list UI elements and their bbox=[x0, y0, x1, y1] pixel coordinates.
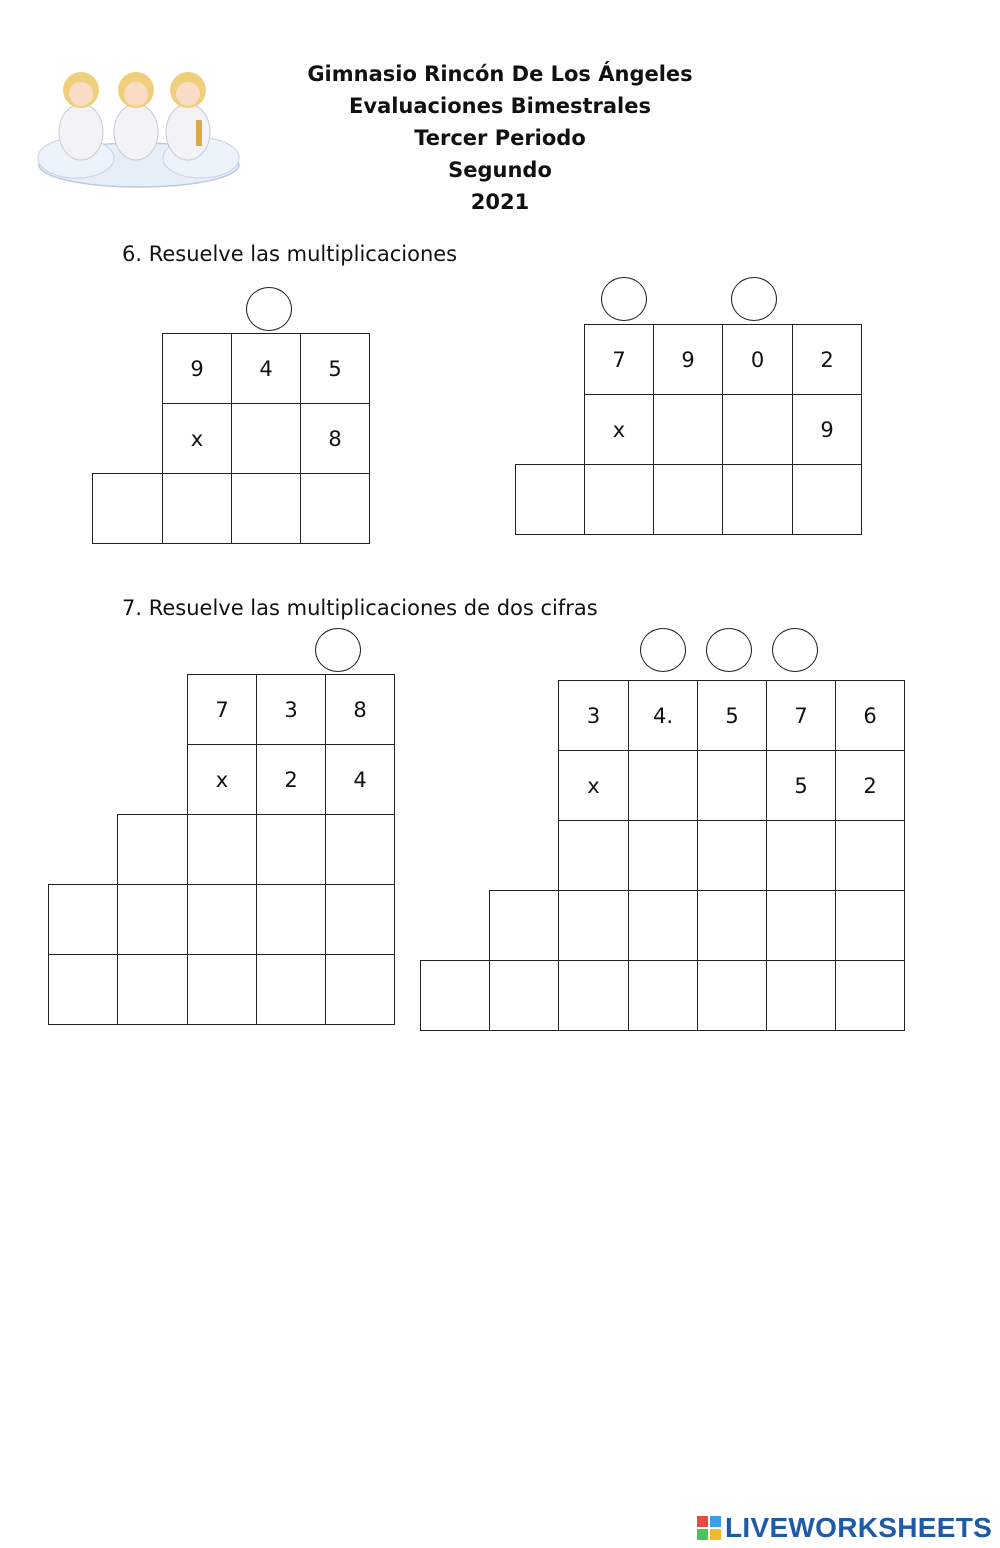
answer-input[interactable] bbox=[516, 465, 584, 534]
answer-input[interactable] bbox=[767, 891, 835, 960]
digit-cell: 6 bbox=[835, 680, 905, 751]
answer-cell[interactable] bbox=[766, 820, 836, 891]
answer-input[interactable] bbox=[559, 961, 628, 1030]
answer-input[interactable] bbox=[326, 885, 394, 954]
digit-cell: 2 bbox=[256, 744, 326, 815]
answer-input[interactable] bbox=[301, 474, 369, 543]
answer-input[interactable] bbox=[49, 955, 117, 1024]
answer-cell[interactable] bbox=[256, 884, 326, 955]
answer-input[interactable] bbox=[698, 891, 766, 960]
answer-cell[interactable] bbox=[489, 960, 559, 1031]
answer-cell[interactable] bbox=[231, 473, 301, 544]
answer-cell[interactable] bbox=[256, 814, 326, 885]
answer-input[interactable] bbox=[793, 465, 861, 534]
digit-cell: 4 bbox=[231, 333, 301, 404]
answer-cell[interactable] bbox=[835, 890, 905, 961]
carry-circle[interactable] bbox=[315, 628, 361, 672]
answer-cell[interactable] bbox=[792, 464, 862, 535]
carry-circle[interactable] bbox=[706, 628, 752, 672]
answer-input[interactable] bbox=[49, 885, 117, 954]
multiply-sign-cell: x bbox=[162, 403, 232, 474]
question-6-title: 6. Resuelve las multiplicaciones bbox=[122, 242, 458, 266]
carry-circle[interactable] bbox=[246, 287, 292, 331]
carry-circle[interactable] bbox=[772, 628, 818, 672]
answer-cell[interactable] bbox=[515, 464, 585, 535]
answer-input[interactable] bbox=[257, 815, 325, 884]
digit-cell: 9 bbox=[792, 394, 862, 465]
answer-cell[interactable] bbox=[48, 884, 118, 955]
answer-cell[interactable] bbox=[48, 954, 118, 1025]
multiply-sign-cell: x bbox=[584, 394, 654, 465]
answer-input[interactable] bbox=[188, 885, 256, 954]
answer-cell[interactable] bbox=[117, 884, 188, 955]
digit-cell: 8 bbox=[300, 403, 370, 474]
digit-cell: 5 bbox=[766, 750, 836, 821]
digit-cell: 2 bbox=[835, 750, 905, 821]
digit-cell: 0 bbox=[722, 324, 793, 395]
school-name: Gimnasio Rincón De Los Ángeles bbox=[307, 62, 693, 86]
answer-input[interactable] bbox=[326, 955, 394, 1024]
answer-cell[interactable] bbox=[653, 464, 723, 535]
answer-cell[interactable] bbox=[187, 814, 257, 885]
answer-input[interactable] bbox=[421, 961, 489, 1030]
answer-input[interactable] bbox=[836, 821, 904, 890]
answer-input[interactable] bbox=[257, 955, 325, 1024]
grade: Segundo bbox=[448, 158, 552, 182]
answer-input[interactable] bbox=[629, 891, 697, 960]
blank-cell bbox=[697, 750, 767, 821]
digit-cell: 7 bbox=[766, 680, 836, 751]
answer-cell[interactable] bbox=[489, 890, 559, 961]
answer-cell[interactable] bbox=[325, 884, 395, 955]
answer-input[interactable] bbox=[118, 955, 187, 1024]
answer-cell[interactable] bbox=[300, 473, 370, 544]
worksheet-header bbox=[250, 58, 750, 218]
question-7-title: 7. Resuelve las multiplicaciones de dos cifras bbox=[122, 596, 598, 620]
liveworksheets-logo-icon bbox=[696, 1515, 722, 1541]
answer-cell[interactable] bbox=[558, 820, 629, 891]
blank-cell bbox=[628, 750, 698, 821]
answer-cell[interactable] bbox=[558, 890, 629, 961]
blank-cell bbox=[653, 394, 723, 465]
answer-cell[interactable] bbox=[722, 464, 793, 535]
digit-cell: 7 bbox=[187, 674, 257, 745]
answer-input[interactable] bbox=[232, 474, 300, 543]
answer-input[interactable] bbox=[723, 465, 792, 534]
blank-cell bbox=[722, 394, 793, 465]
answer-input[interactable] bbox=[326, 815, 394, 884]
digit-cell: 8 bbox=[325, 674, 395, 745]
blank-cell bbox=[231, 403, 301, 474]
answer-input[interactable] bbox=[698, 821, 766, 890]
evaluation-type: Evaluaciones Bimestrales bbox=[349, 94, 651, 118]
answer-input[interactable] bbox=[767, 821, 835, 890]
digit-cell: 3 bbox=[558, 680, 629, 751]
answer-input[interactable] bbox=[836, 891, 904, 960]
answer-cell[interactable] bbox=[697, 890, 767, 961]
answer-cell[interactable] bbox=[628, 960, 698, 1031]
answer-cell[interactable] bbox=[256, 954, 326, 1025]
brand-name: LIVEWORKSHEETS bbox=[725, 1512, 993, 1543]
digit-cell: 2 bbox=[792, 324, 862, 395]
carry-circle[interactable] bbox=[731, 277, 777, 321]
answer-cell[interactable] bbox=[835, 960, 905, 1031]
answer-input[interactable] bbox=[836, 961, 904, 1030]
multiply-sign-cell: x bbox=[187, 744, 257, 815]
answer-cell[interactable] bbox=[628, 820, 698, 891]
carry-circle[interactable] bbox=[601, 277, 647, 321]
answer-cell[interactable] bbox=[835, 820, 905, 891]
liveworksheets-brand bbox=[696, 1510, 992, 1546]
answer-cell[interactable] bbox=[325, 954, 395, 1025]
carry-circle[interactable] bbox=[640, 628, 686, 672]
digit-cell: 5 bbox=[697, 680, 767, 751]
answer-cell[interactable] bbox=[117, 814, 188, 885]
digit-cell: 3 bbox=[256, 674, 326, 745]
answer-input[interactable] bbox=[654, 465, 722, 534]
answer-cell[interactable] bbox=[697, 820, 767, 891]
answer-input[interactable] bbox=[629, 821, 697, 890]
digit-cell: 9 bbox=[162, 333, 232, 404]
digit-cell: 4. bbox=[628, 680, 698, 751]
answer-cell[interactable] bbox=[117, 954, 188, 1025]
answer-cell[interactable] bbox=[187, 884, 257, 955]
answer-input[interactable] bbox=[118, 885, 187, 954]
multiply-sign-cell: x bbox=[558, 750, 629, 821]
answer-input[interactable] bbox=[490, 891, 558, 960]
answer-cell[interactable] bbox=[92, 473, 163, 544]
digit-cell: 9 bbox=[653, 324, 723, 395]
answer-input[interactable] bbox=[767, 961, 835, 1030]
answer-cell[interactable] bbox=[766, 960, 836, 1031]
angels-cloud-logo bbox=[36, 60, 242, 190]
answer-input[interactable] bbox=[585, 465, 653, 534]
answer-input[interactable] bbox=[490, 961, 558, 1030]
answer-input[interactable] bbox=[93, 474, 162, 543]
answer-cell[interactable] bbox=[697, 960, 767, 1031]
digit-cell: 7 bbox=[584, 324, 654, 395]
answer-cell[interactable] bbox=[187, 954, 257, 1025]
answer-cell[interactable] bbox=[162, 473, 232, 544]
digit-cell: 4 bbox=[325, 744, 395, 815]
answer-input[interactable] bbox=[188, 815, 256, 884]
answer-input[interactable] bbox=[163, 474, 231, 543]
answer-input[interactable] bbox=[698, 961, 766, 1030]
answer-cell[interactable] bbox=[558, 960, 629, 1031]
answer-cell[interactable] bbox=[584, 464, 654, 535]
answer-input[interactable] bbox=[257, 885, 325, 954]
answer-cell[interactable] bbox=[325, 814, 395, 885]
answer-input[interactable] bbox=[559, 821, 628, 890]
answer-cell[interactable] bbox=[628, 890, 698, 961]
answer-input[interactable] bbox=[559, 891, 628, 960]
answer-input[interactable] bbox=[118, 815, 187, 884]
period: Tercer Periodo bbox=[414, 126, 586, 150]
year: 2021 bbox=[470, 190, 530, 214]
answer-cell[interactable] bbox=[420, 960, 490, 1031]
digit-cell: 5 bbox=[300, 333, 370, 404]
answer-cell[interactable] bbox=[766, 890, 836, 961]
answer-input[interactable] bbox=[188, 955, 256, 1024]
answer-input[interactable] bbox=[629, 961, 697, 1030]
